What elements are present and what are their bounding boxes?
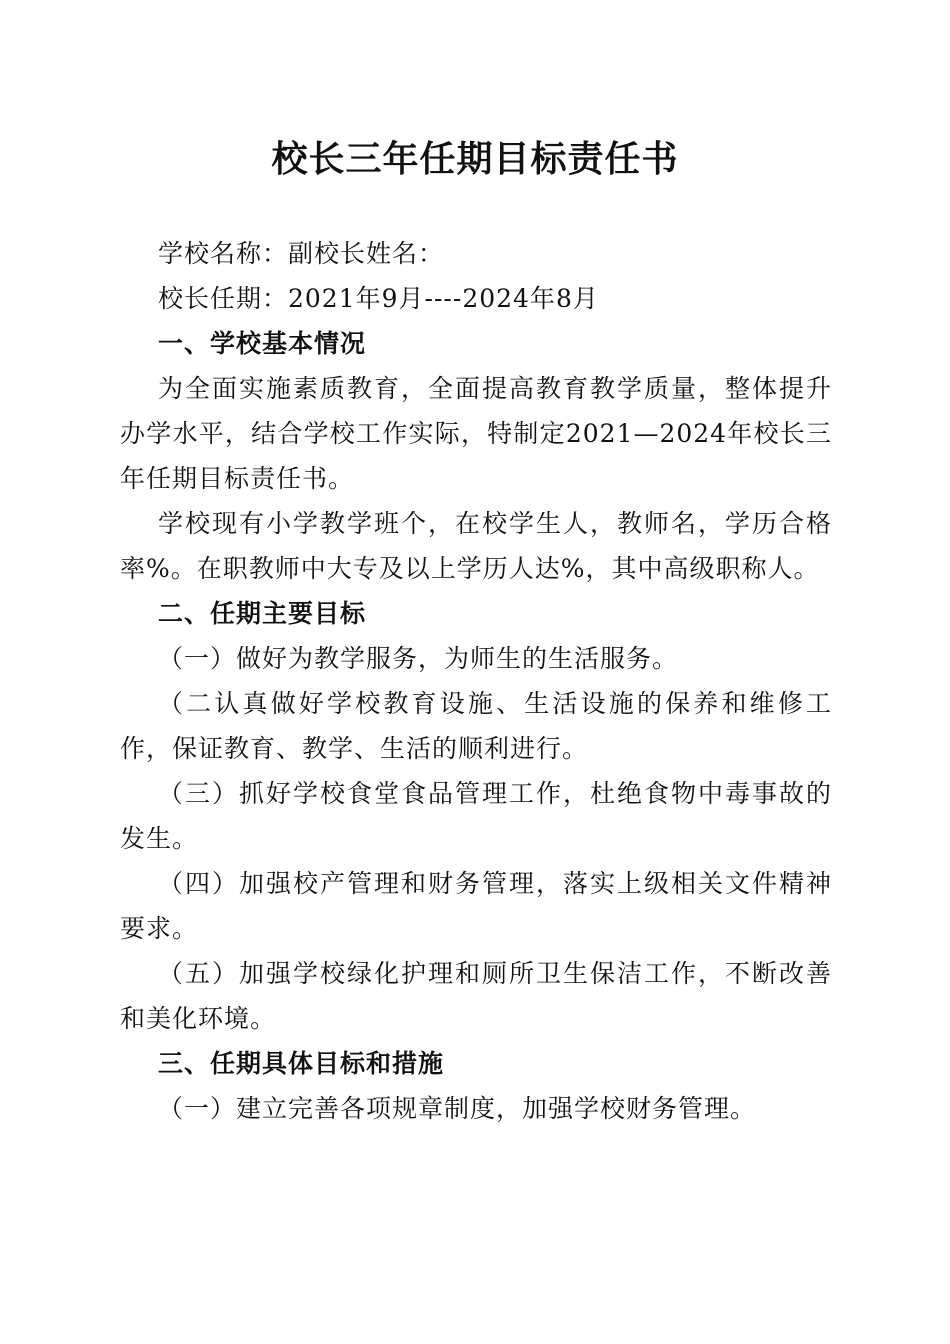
section-heading-specific-goals: 三、任期具体目标和措施 xyxy=(158,1049,445,1078)
section-heading-basic-info: 一、学校基本情况 xyxy=(158,329,367,358)
section-heading-main-goals: 二、任期主要目标 xyxy=(158,599,367,628)
paragraph-purpose: 为全面实施素质教育，全面提高教育教学质量，整体提升办学水平，结合学校工作实际，特制定2021—2024年校长三年任期目标责任书。 xyxy=(120,374,832,493)
measure-item: （一）建立完善各项规章制度，加强学校财务管理。 xyxy=(158,1094,757,1123)
document-title: 校长三年任期目标责任书 xyxy=(271,139,679,180)
goal-item: （一）做好为教学服务，为师生的生活服务。 xyxy=(158,644,679,673)
school-name-line: 学校名称：副校长姓名： xyxy=(158,239,445,268)
term-line: 校长任期：2021年9月----2024年8月 xyxy=(158,284,599,313)
paragraph-school-stats: 学校现有小学教学班个，在校学生人，教师名，学历合格率%。在职教师中大专及以上学历人达%，其中高级职称人。 xyxy=(120,509,832,583)
document-body xyxy=(120,231,832,1131)
goal-item: （三）抓好学校食堂食品管理工作，杜绝食物中毒事故的发生。 xyxy=(120,779,832,853)
goal-item: （五）加强学校绿化护理和厕所卫生保洁工作，不断改善和美化环境。 xyxy=(120,959,832,1033)
goal-item: （四）加强校产管理和财务管理，落实上级相关文件精神要求。 xyxy=(120,869,832,943)
goal-item: （二认真做好学校教育设施、生活设施的保养和维修工作，保证教育、教学、生活的顺利进行。 xyxy=(120,689,832,763)
